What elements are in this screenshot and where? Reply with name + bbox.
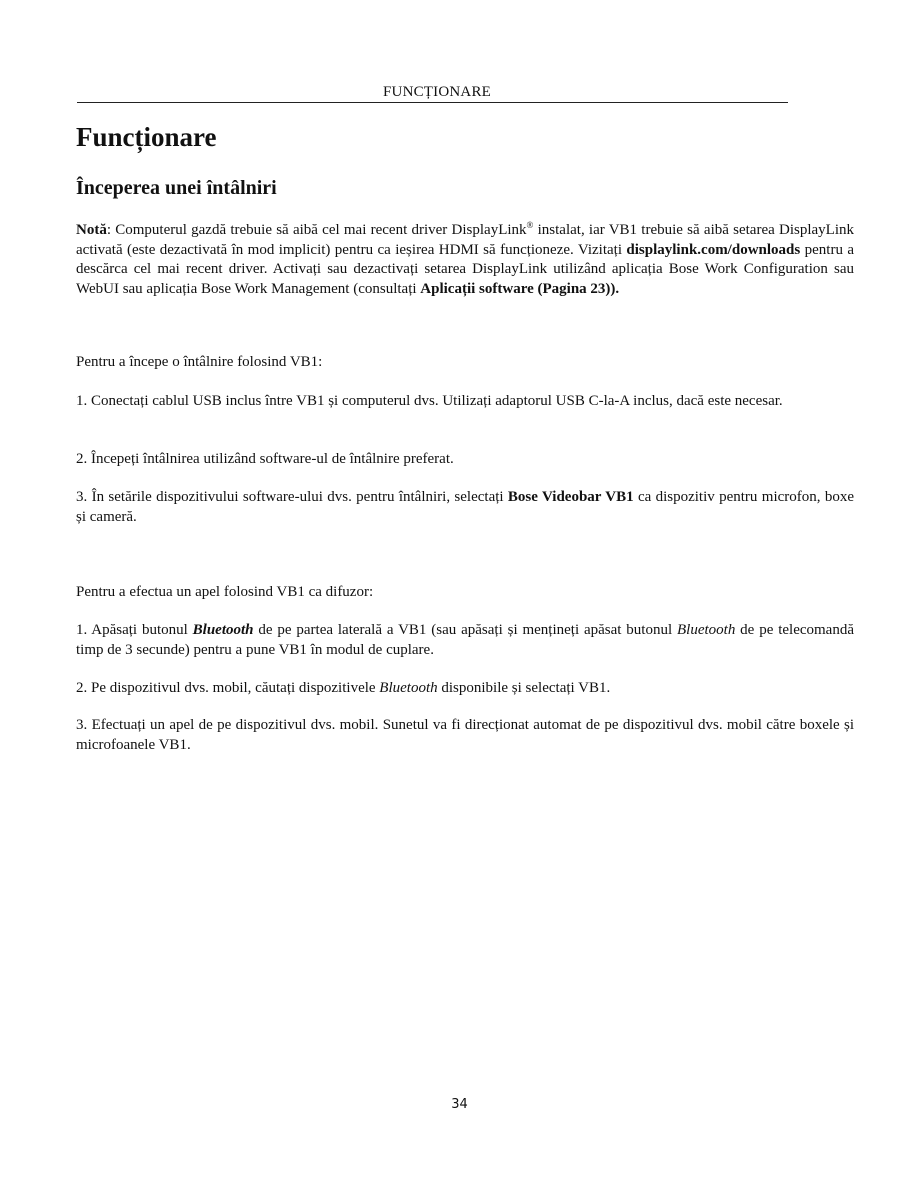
note-separator: :: [106, 222, 116, 238]
bluetooth-term: Bluetooth: [192, 622, 254, 638]
note-paragraph: [76, 221, 854, 299]
call-step-1-text-mid: de pe partea laterală a VB1 (sau apăsați și mențineți apăsat butonul: [253, 622, 677, 638]
note-label: Notă: [76, 222, 107, 238]
page-number: 34: [451, 1097, 468, 1112]
header-label: FUNCȚIONARE: [383, 84, 492, 100]
section-title: Începerea unei întâlniri: [76, 177, 277, 199]
call-intro: Pentru a efectua un apel folosind VB1 ca difuzor:: [76, 584, 374, 600]
note-text-1: Computerul gazdă trebuie să aibă cel mai recent driver DisplayLink: [115, 222, 527, 238]
meeting-step-3-text: 3. În setările dispozitivului software-ului dvs. pentru întâlniri, selectați: [76, 489, 508, 505]
call-step-3: 3. Efectuați un apel de pe dispozitivul dvs. mobil. Sunetul va fi direcționat automat de pe dispozitivul dvs. mobil către boxele și microfoanele VB1.: [76, 717, 854, 753]
downloads-link[interactable]: displaylink.com/downloads: [626, 241, 801, 258]
call-step-1-text: 1. Apăsați butonul: [76, 622, 193, 638]
note-text-3: pentru a descărca cel mai recent driver. Activați sau dezactivați setarea DisplayLink utilizând aplicația Bose Work Configuration sau WebUI sau aplicația Bose Work Management (consultați: [76, 241, 854, 297]
meeting-step-3-text-end: ca dispozitiv pentru microfon, boxe și cameră.: [76, 489, 855, 525]
call-step-2-text-end: disponibile și selectați VB1.: [437, 680, 611, 696]
page-title: Funcționare: [76, 122, 217, 152]
meeting-step-3: [76, 488, 854, 527]
running-header: [77, 83, 788, 105]
call-step-1: [76, 621, 854, 660]
call-step-1-text-end: de pe telecomandă timp de 3 secunde) pentru a pune VB1 în modul de cuplare.: [76, 622, 854, 658]
bluetooth-term-3: Bluetooth: [379, 680, 438, 696]
meeting-step-2: 2. Începeți întâlnirea utilizând software-ul de întâlnire preferat.: [76, 451, 454, 467]
note-reference: Aplicații software (Pagina 23)).: [420, 280, 620, 297]
header-rule: [77, 102, 788, 103]
meeting-intro: Pentru a începe o întâlnire folosind VB1:: [76, 354, 323, 370]
bluetooth-term-2: Bluetooth: [677, 622, 736, 638]
note-text-2: instalat, iar VB1 trebuie să aibă setarea DisplayLink activată (este dezactivată în mod implicit) pentru ca ieșirea HDMI să funcționeze. Vizitați: [76, 222, 854, 258]
device-name: Bose Videobar VB1: [507, 489, 634, 505]
meeting-step-1: 1. Conectați cablul USB inclus între VB1 și computerul dvs. Utilizați adaptorul USB C-la-A inclus, dacă este necesar.: [76, 393, 783, 409]
call-step-2: [76, 679, 854, 699]
registered-mark: ®: [526, 220, 534, 230]
call-step-2-text: 2. Pe dispozitivul dvs. mobil, căutați dispozitivele: [76, 680, 380, 696]
